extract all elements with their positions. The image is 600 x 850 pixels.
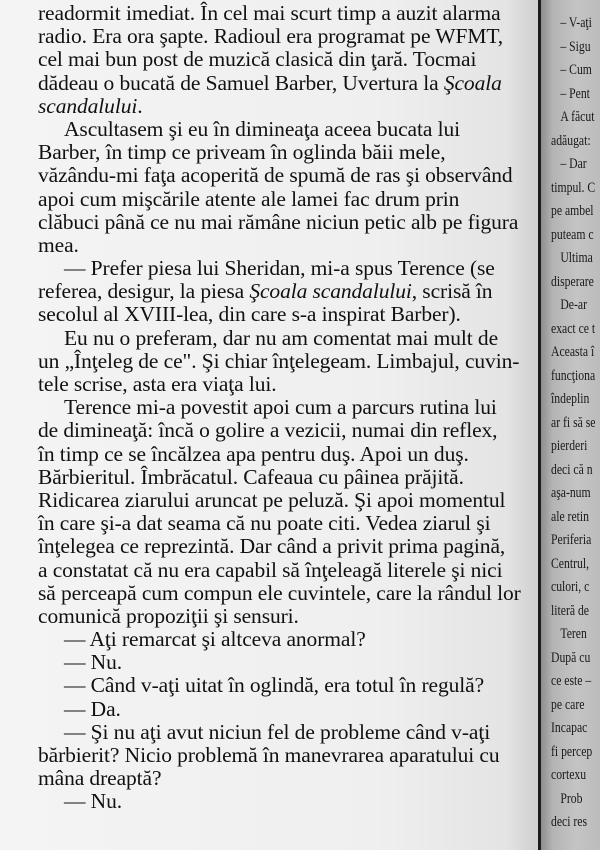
text-line — [38, 280, 508, 303]
text-line-body: tele scrise, asta era viaţa lui. — [38, 372, 277, 396]
text-line-body: un „Înţeleg de ce". Şi chiar înţelegeam. Limbajul, cuvin- — [38, 348, 520, 373]
text-line — [38, 25, 508, 48]
text-line-body: în timp ce se încălzea apa pentru duş. Apoi un duş. — [38, 441, 469, 466]
facing-text-line: aşa-num — [551, 485, 591, 501]
text-line — [38, 188, 508, 211]
text-line — [38, 489, 508, 512]
text-line-body: dădeau o bucată de Samuel Barber, Uvertura la — [38, 70, 444, 95]
text-line-body: Ridicarea ziarului aruncat pe peluză. Şi apoi momentul — [38, 487, 506, 512]
facing-text-line: timpul. C — [551, 179, 596, 196]
text-line — [38, 605, 508, 628]
text-line-body: mâna dreaptă? — [38, 766, 162, 791]
text-line — [38, 209, 519, 234]
text-line-body: înţelegea ce reprezintă. Dar când a privit prima pagină, — [38, 534, 506, 559]
text-line-body: Barber, în timp ce priveam în oglinda băii mele, — [38, 140, 446, 165]
text-line — [38, 163, 513, 188]
text-line — [38, 303, 508, 326]
text-line-body: Ascultasem şi eu în dimineaţa aceea bucata lui — [64, 116, 460, 141]
facing-text-line: deci că n — [551, 461, 593, 478]
text-line-body: bărbierit? Nicio problemă în manevrarea aparatului cu — [38, 743, 500, 767]
text-line — [38, 234, 508, 257]
facing-text-line: literă de — [551, 602, 590, 619]
text-line — [38, 95, 508, 118]
facing-text-line: A făcut — [560, 109, 595, 125]
italic-title: Şcoala — [443, 70, 502, 95]
text-line-body: — Nu. — [64, 789, 123, 814]
facing-text-line: pierderi — [551, 438, 588, 454]
text-line — [38, 396, 508, 419]
facing-text-line: deci res — [551, 814, 588, 830]
text-line-body: a constatat că nu era capabil să înţeleagă literele şi nici — [38, 557, 503, 582]
facing-text-line: – Pent — [560, 85, 590, 102]
text-line — [38, 580, 521, 605]
facing-text-line: – Cum — [560, 62, 592, 78]
facing-text-line: disperare — [551, 273, 594, 290]
text-line — [38, 790, 508, 813]
facing-text-line: ce este – — [551, 673, 592, 689]
facing-text-line: fi percep — [551, 743, 593, 760]
text-line-body: radio. Era ora şapte. Radioul era programat pe WFMT, — [38, 24, 504, 49]
text-line-body: cel mai bun post de muzică clasică din ţară. Tocmai — [38, 47, 477, 72]
facing-text-line: – Dar — [560, 156, 587, 172]
facing-text-line: Prob — [560, 790, 583, 807]
text-line — [38, 443, 508, 466]
facing-text-line: adăugat: — [551, 132, 591, 149]
facing-text-line: pe ambel — [551, 203, 594, 219]
facing-text-line: Ultima — [560, 250, 593, 266]
text-line-body: Eu nu o preferam, dar nu am comentat mai mult de — [64, 325, 499, 350]
text-line-body: — Când v-aţi uitat în oglindă, era totul în regulă? — [64, 673, 485, 698]
main-page-text — [38, 1, 521, 814]
text-line — [38, 257, 508, 280]
italic-title: Şcoala scandalului — [249, 279, 412, 304]
text-line — [38, 348, 520, 373]
text-line — [38, 48, 508, 71]
text-line — [38, 767, 508, 790]
facing-text-line: – V-aţi — [560, 15, 592, 31]
text-line — [38, 628, 508, 651]
text-line — [38, 327, 508, 350]
italic-title: scandalului — [38, 93, 138, 118]
text-line-body: să perceapă cum compun ele cuvintele, care la rândul lor — [38, 580, 521, 605]
facing-text-line: funcţiona — [551, 367, 596, 384]
facing-text-line: pe care — [551, 696, 585, 713]
text-line — [38, 651, 508, 674]
text-line-body: în care şi-a dat seama că nu poate citi. Vedea ziarul şi — [38, 511, 491, 536]
facing-text-line: culori, c — [551, 579, 590, 595]
facing-text-line: ale retin — [551, 508, 590, 525]
text-line — [38, 559, 508, 582]
facing-text-line: De-ar — [560, 297, 587, 313]
text-line — [38, 373, 508, 396]
text-line — [38, 674, 508, 697]
text-line-body: comunică propoziţii şi sensuri. — [38, 603, 299, 628]
facing-text-line: Incapac — [551, 720, 588, 736]
text-line-body: apoi cum mişcările atente ale lamei fac drum prin — [38, 186, 460, 211]
text-line — [38, 72, 508, 95]
text-line-body: — Nu. — [64, 650, 123, 675]
text-line-body: readormit imediat. În cel mai scurt timp a auzit alarma — [38, 1, 501, 25]
text-line-body: — Şi nu aţi avut niciun fel de probleme când v-aţi — [64, 719, 491, 744]
text-line — [38, 512, 508, 535]
facing-text-line: îndeplin — [551, 391, 590, 407]
text-line-body: văzându-mi faţa acoperită de spumă de ras şi observând — [38, 163, 513, 188]
text-line-body: Terence mi-a povestit apoi cum a parcurs rutina lui — [64, 395, 497, 420]
facing-text-line: După cu — [551, 649, 591, 666]
text-line-body: referea, desigur, la piesa — [38, 279, 250, 304]
text-line — [38, 118, 508, 141]
facing-text-line: Centrul, — [551, 555, 590, 572]
text-line — [38, 2, 508, 25]
facing-text-line: exact ce t — [551, 320, 596, 337]
text-line-body: Bărbieritul. Îmbrăcatul. Cafeaua cu pâinea prăjită. — [38, 464, 464, 489]
facing-text-line: cortexu — [551, 767, 587, 783]
facing-text-line: Aceasta î — [551, 344, 595, 360]
facing-page-text — [551, 12, 596, 835]
text-line — [38, 466, 508, 489]
text-line-body: secolul al XVIII-lea, din care s-a inspirat Barber). — [38, 302, 461, 327]
facing-book-page — [541, 0, 600, 850]
facing-text-line: Periferia — [551, 532, 592, 548]
facing-text-line: puteam c — [551, 226, 594, 243]
text-line — [38, 141, 508, 164]
text-line — [38, 698, 508, 721]
text-line — [38, 744, 508, 767]
text-line-body: — Prefer piesa lui Sheridan, mi-a spus Terence (se — [64, 256, 495, 281]
text-line-body: mea. — [38, 232, 79, 257]
text-line — [38, 419, 508, 442]
text-line-body: — Da. — [64, 696, 121, 721]
text-line — [38, 721, 508, 744]
facing-text-line: – Sigu — [560, 38, 591, 55]
facing-text-line: ar fi să se — [551, 414, 596, 431]
facing-text-line: Teren — [560, 626, 587, 642]
text-line-tail: , scrisă în — [411, 279, 493, 304]
text-line — [38, 535, 508, 558]
text-line-tail: . — [137, 93, 143, 118]
text-line-body: de dimineaţă: încă o golire a vezicii, numai din reflex, — [38, 418, 498, 443]
text-line-body: clăbuci până ce nu mai rămâne niciun petic alb pe figura — [38, 209, 519, 234]
text-line-body: — Aţi remarcat şi altceva anormal? — [64, 627, 366, 652]
